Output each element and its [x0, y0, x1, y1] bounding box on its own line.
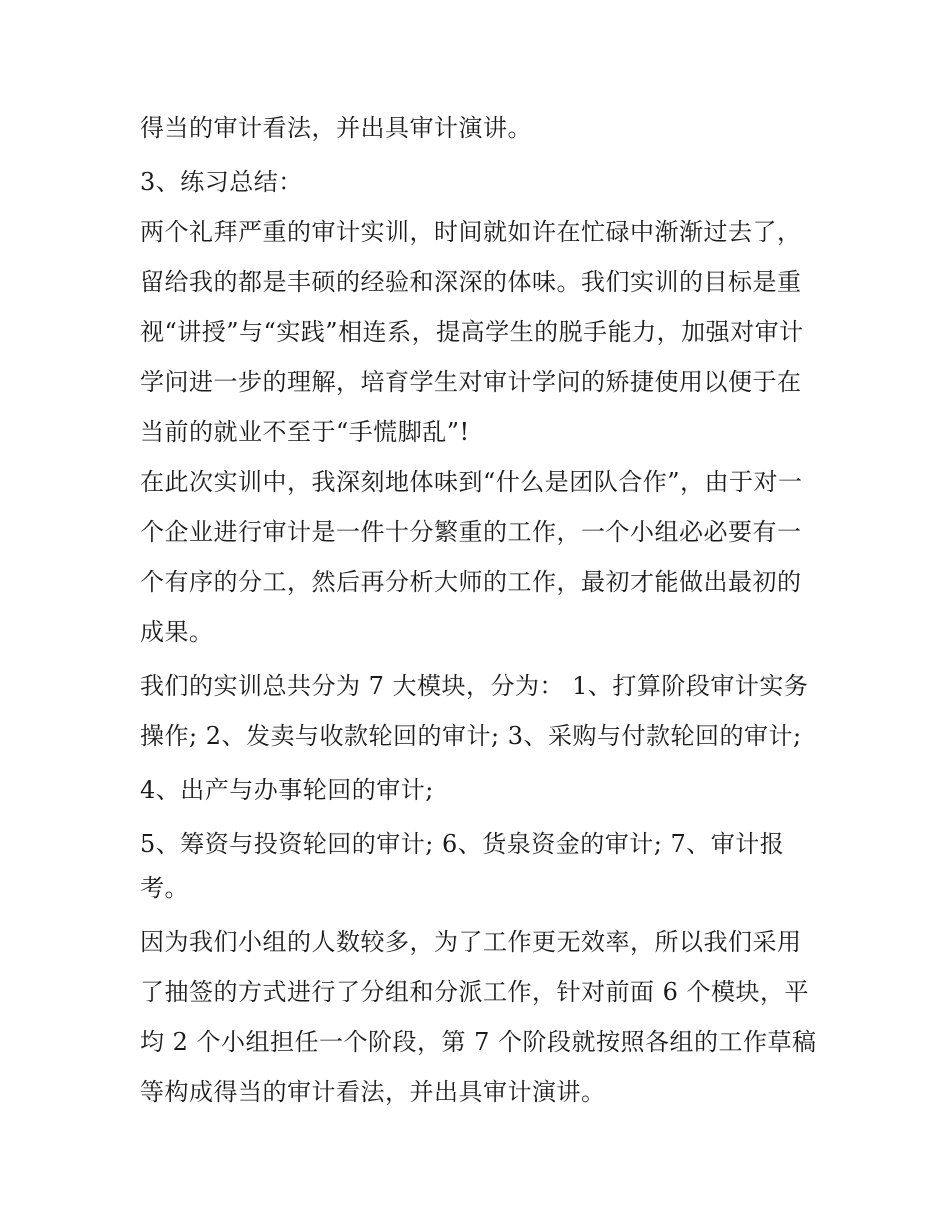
text-line: 当前的就业不至于“手慌脚乱”! [140, 418, 470, 446]
text-line: 在此次实训中，我深刻地体味到“什么是团队合作”，由于对一 [140, 468, 803, 496]
text-line: 得当的审计看法，并出具审计演讲。 [140, 114, 532, 142]
text-line: 视“讲授”与“实践”相连系，提高学生的脱手能力，加强对审计 [140, 318, 804, 346]
text-line: 考。 [140, 874, 189, 902]
text-line: 了抽签的方式进行了分组和分派工作，针对前面 6 个模块，平 [140, 978, 810, 1006]
text-line: 5、筹资与投资轮回的审计; 6、货泉资金的审计; 7、审计报 [140, 830, 785, 858]
text-line: 个企业进行审计是一件十分繁重的工作，一个小组必必要有一 [140, 518, 802, 546]
section-heading: 3、练习总结： [140, 168, 303, 196]
text-line: 我们的实训总共分为 7 大模块，分为： 1、打算阶段审计实务 [140, 672, 809, 700]
text-line: 4、出产与办事轮回的审计; [140, 776, 434, 804]
text-line: 成果。 [140, 618, 214, 646]
text-line: 个有序的分工，然后再分析大师的工作，最初才能做出最初的 [140, 568, 802, 596]
text-line: 操作; 2、发卖与收款轮回的审计; 3、采购与付款轮回的审计; [140, 722, 802, 750]
text-line: 留给我的都是丰硕的经验和深深的体味。我们实训的目标是重 [140, 268, 802, 296]
text-line: 等构成得当的审计看法，并出具审计演讲。 [140, 1078, 606, 1106]
text-line: 两个礼拜严重的审计实训，时间就如许在忙碌中渐渐过去了， [140, 218, 802, 246]
text-line: 学问进一步的理解，培育学生对审计学问的矫捷使用以便于在 [140, 368, 802, 396]
text-line: 均 2 个小组担任一个阶段，第 7 个阶段就按照各组的工作草稿 [140, 1028, 817, 1056]
text-line: 因为我们小组的人数较多，为了工作更无效率，所以我们采用 [140, 928, 802, 956]
